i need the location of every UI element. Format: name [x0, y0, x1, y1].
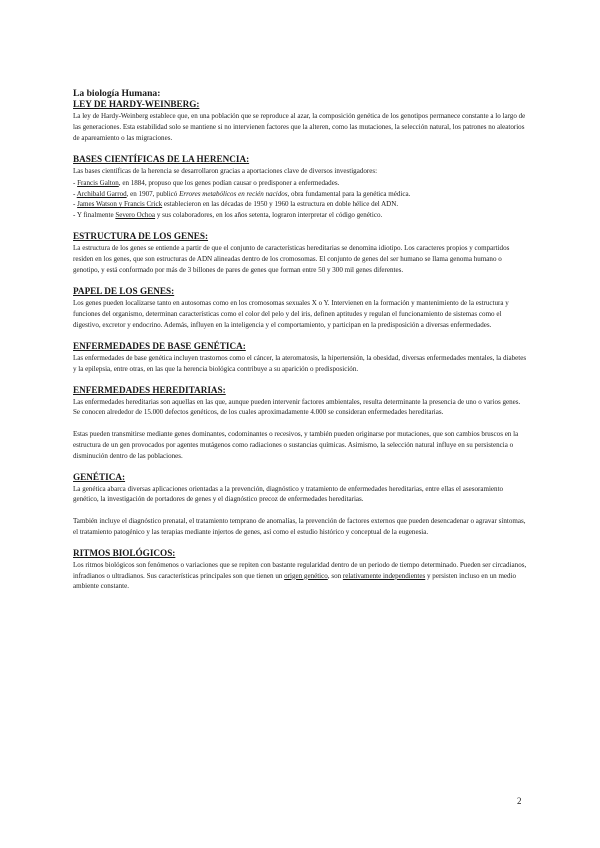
list-text: , en 1907, publicó	[126, 189, 180, 198]
researcher-link[interactable]: James Watson y Francis Crick	[77, 200, 163, 209]
relativamente-independientes-link[interactable]: relativamente independientes	[342, 571, 426, 580]
section-heading: PAPEL DE LOS GENES:	[73, 285, 175, 296]
paragraph-text: , son	[327, 571, 343, 580]
section-heading: ESTRUCTURA DE LOS GENES:	[73, 231, 209, 242]
section-paragraph: La ley de Hardy-Weinberg establece que, en una población que se reproduce al azar, la composición genética de los genotipos permanece constante a lo largo de las generaciones. Esta estabilidad solo se mantiene si no intervienen factores que la alteren, como las mutaciones, la selección natural, los patrones no aleatorios de apareamiento o las migraciones.	[73, 112, 526, 142]
section-estructura-genes	[73, 231, 529, 276]
section-paragraph: La estructura de los genes se entiende a partir de que el conjunto de características hereditarias se denomina idiotipo. Los caracteres propios y compartidos residen en los genes, que son estructuras de ADN alineadas dentro de los cromosomas. El conjunto de genes del ser humano se llama genoma humano o genotipo, y está conformado por más de 3 billones de pares de genes que forman entre 50 y 300 mil genes diferentes.	[73, 244, 510, 275]
page-number: 2	[517, 796, 522, 806]
section-hardy-weinberg	[73, 99, 529, 144]
paragraph-text: y persisten incluso en un medio ambiente constante.	[73, 571, 517, 591]
document-title: La biología Humana:	[73, 88, 161, 99]
origen-genetico-link[interactable]: origen genético	[284, 571, 328, 580]
section-heading: RITMOS BIOLÓGICOS:	[73, 547, 176, 558]
paragraph-text: Los ritmos biológicos son fenómenos o variaciones que se repiten con bastante regularidad dentro de un periodo de tiempo determinado. Pueden ser circadianos, infradianos o ultradianos. Sus características principales son que tienen un	[73, 560, 527, 580]
section-paragraph: También incluye el diagnóstico prenatal, el tratamiento temprano de anomalías, la prevención de factores externos que pueden desencadenar o agravar síntomas, el tratamiento patogénico y las terapias mediante injertos de genes, así como el estudio histórico y conceptual de la eugenesia.	[73, 516, 526, 536]
section-heading: LEY DE HARDY-WEINBERG:	[73, 99, 200, 109]
list-item	[73, 199, 529, 210]
list-item	[73, 189, 529, 200]
document-page	[73, 88, 529, 592]
section-paragraph: La genética abarca diversas aplicaciones orientadas a la prevención, diagnóstico y tratamiento de enfermedades hereditarias, entre ellas el asesoramiento genético, la investigación de portadores de genes y el diagnóstico precoz de enfermedades hereditarias.	[73, 484, 504, 504]
section-heading: ENFERMEDADES DE BASE GENÉTICA:	[73, 340, 246, 351]
section-paragraph: Las bases científicas de la herencia se desarrollaron gracias a aportaciones clave de diversos investigadores:	[73, 166, 378, 175]
researcher-link[interactable]: Severo Ochoa	[115, 211, 156, 220]
section-papel-genes	[73, 286, 529, 331]
section-paragraph: Los genes pueden localizarse tanto en autosomas como en los cromosomas sexuales X o Y. Intervienen en la formación y mantenimiento de la estructura y funciones del organismo, determinan características como el color del pelo y del iris, definen aptitudes y regulan el funcionamiento de sistemas como el digestivo, excretor y endocrino. Además, influyen en la inteligencia y el comportamiento, y participan en la predisposición a diversas enfermedades.	[73, 298, 509, 329]
list-prefix: -	[73, 189, 77, 198]
list-text: , en 1884, propuso que los genes podían causar o predisponer a enfermedades.	[118, 178, 340, 187]
section-genetica	[73, 472, 529, 538]
list-text: , obra fundamental para la genética médica.	[287, 189, 411, 198]
list-prefix: -	[73, 178, 78, 187]
list-text: y sus colaboradores, en los años setenta, lograron interpretar el código genético.	[155, 211, 383, 220]
section-bases-cientificas	[73, 154, 529, 222]
section-ritmos-biologicos	[73, 548, 529, 593]
researcher-list	[73, 178, 529, 222]
researcher-link[interactable]: Francis Galton	[77, 178, 119, 187]
list-text: establecieron en las décadas de 1950 y 1960 la estructura en doble hélice del ADN.	[162, 200, 399, 209]
book-title: Errores metabólicos en recién nacidos	[179, 189, 288, 198]
list-item	[73, 178, 529, 189]
researcher-link[interactable]: Archibald Garrod	[76, 189, 127, 198]
section-heading: ENFERMEDADES HEREDITARIAS:	[73, 384, 226, 395]
section-paragraph: Las enfermedades hereditarias son aquellas en las que, aunque pueden intervenir factores ambientales, resulta determinante la presencia de uno o varios genes. Se conocen alrededor de 15.000 defectos genéticos, de los cuales aproximadamente 4.000 se consideran enfermedades hereditarias.	[73, 397, 521, 417]
section-paragraph: Las enfermedades de base genética incluyen trastornos como el cáncer, la ateromatosis, la hipertensión, la obesidad, diversas enfermedades mentales, la diabetes y la epilepsia, entre otras, en las que la herencia biológica contribuye a su aparición o predisposición.	[73, 353, 527, 373]
section-paragraph	[73, 560, 529, 593]
section-heading: BASES CIENTÍFICAS DE LA HERENCIA:	[73, 153, 250, 164]
section-enfermedades-base-genetica	[73, 341, 529, 375]
section-paragraph: Estas pueden transmitirse mediante genes dominantes, codominantes o recesivos, y también pueden originarse por mutaciones, que son cambios bruscos en la estructura de un gen provocados por agentes mutágenos como radiaciones o sustancias químicas. Asimismo, la selección natural influye en su persistencia o disminución dentro de las poblaciones.	[73, 429, 519, 460]
list-prefix: - Y finalmente	[73, 211, 116, 220]
list-prefix: -	[73, 200, 78, 209]
section-heading: GENÉTICA:	[73, 471, 126, 482]
list-item	[73, 210, 529, 221]
section-enfermedades-hereditarias	[73, 385, 529, 462]
